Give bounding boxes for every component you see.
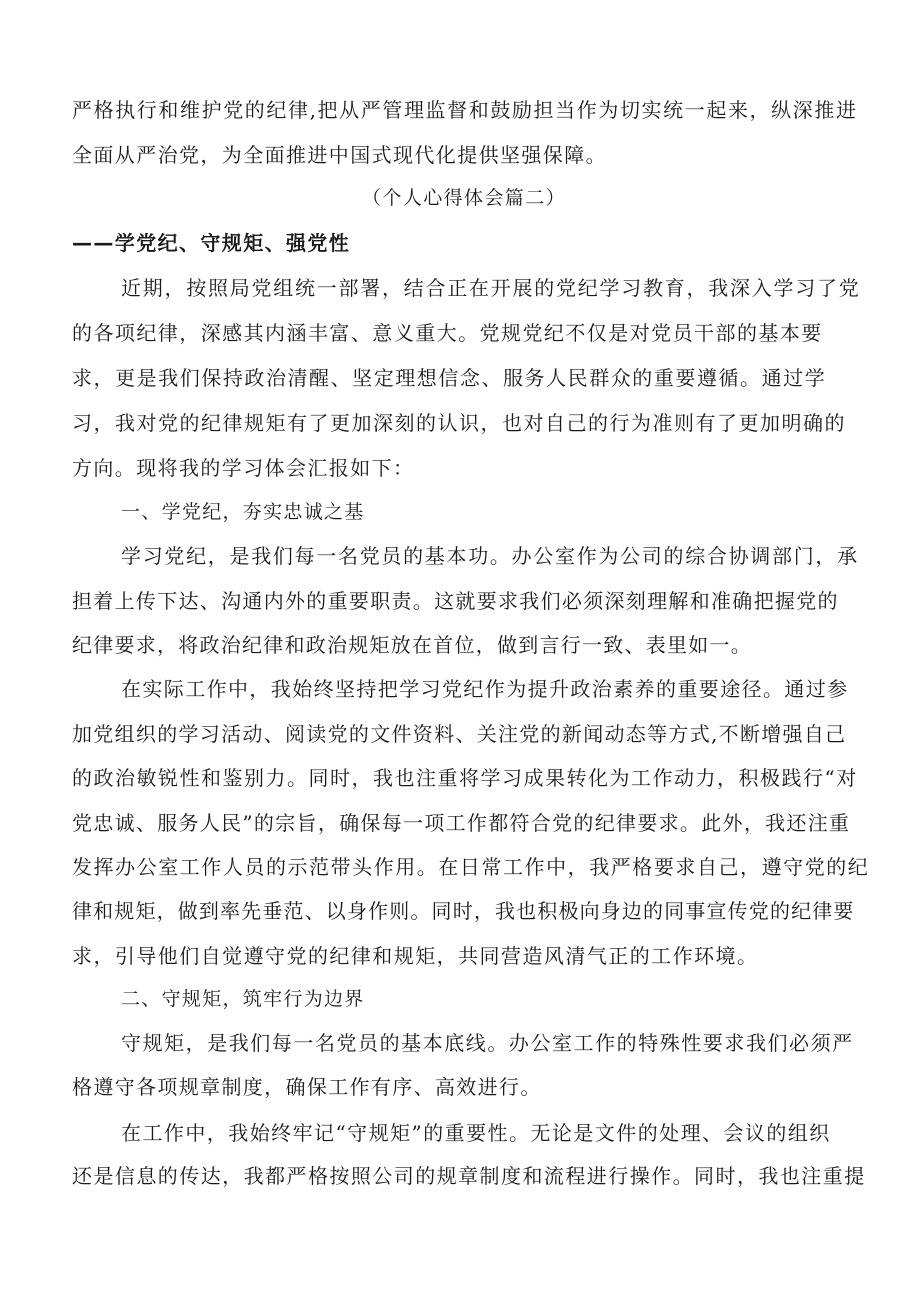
paragraph-line: 求，引导他们自觉遵守党的纪律和规矩，共同营造风清气正的工作环境。 xyxy=(72,944,759,968)
section-heading-1: 一、学党纪，夯实忠诚之基 xyxy=(121,501,365,523)
paragraph-line: 在工作中，我始终牢记“守规矩”的重要性。无论是文件的处理、会议的组织 xyxy=(121,1121,831,1145)
paragraph-line: 格遵守各项规章制度，确保工作有序、高效进行。 xyxy=(72,1075,542,1099)
paragraph-line: 近期，按照局党组统一部署，结合正在开展的党纪学习教育，我深入学习了党 xyxy=(121,276,861,300)
paragraph-line: 还是信息的传达，我都严格按照公司的规章制度和流程进行操作。同时，我也注重提 xyxy=(72,1164,866,1188)
paragraph-line: 纪律要求，将政治纪律和政治规矩放在首位，做到言行一致、表里如一。 xyxy=(72,633,752,657)
paragraph-line: 的各项纪律，深感其内涵丰富、意义重大。党规党纪不仅是对党员干部的基本要 xyxy=(72,321,823,345)
paragraph-line: 方向。现将我的学习体会汇报如下： xyxy=(72,456,415,480)
paragraph-line: 习，我对党的纪律规矩有了更加深刻的认识，也对自己的行为准则有了更加明确的 xyxy=(72,411,846,435)
paragraph-line: 党忠诚、服务人民”的宗旨，确保每一项工作都符合党的纪律要求。此外，我还注重 xyxy=(72,811,851,835)
section-title: （个人心得体会篇二） xyxy=(362,187,567,209)
paragraph-line: 加党组织的学习活动、阅读党的文件资料、关注党的新闻动态等方式,不断增强自己 xyxy=(72,722,847,746)
paragraph-line: 发挥办公室工作人员的示范带头作用。在日常工作中，我严格要求自己，遵守党的纪 xyxy=(72,855,870,879)
paragraph-line: 严格执行和维护党的纪律,把从严管理监督和鼓励担当作为切实统一起来，纵深推进 xyxy=(72,98,858,122)
article-subtitle: ——学党纪、守规矩、强党性 xyxy=(72,231,351,255)
paragraph-line: 全面从严治党，为全面推进中国式现代化提供坚强保障。 xyxy=(72,143,607,167)
paragraph-line: 求，更是我们保持政治清醒、坚定理想信念、服务人民群众的重要遵循。通过学 xyxy=(72,366,827,390)
paragraph-line: 律和规矩，做到率先垂范、以身作则。同时，我也积极向身边的同事宣传党的纪律要 xyxy=(72,899,855,923)
paragraph-line: 在实际工作中，我始终坚持把学习党纪作为提升政治素养的重要途径。通过参 xyxy=(121,677,849,701)
paragraph-line: 担着上传下达、沟通内外的重要职责。这就要求我们必须深刻理解和准确把握党的 xyxy=(72,589,839,613)
paragraph-line: 守规矩，是我们每一名党员的基本底线。办公室工作的特殊性要求我们必须严 xyxy=(121,1031,854,1055)
paragraph-line: 的政治敏锐性和鉴别力。同时，我也注重将学习成果转化为工作动力，积极践行“对 xyxy=(72,766,858,790)
section-heading-2: 二、守规矩，筑牢行为边界 xyxy=(121,988,365,1010)
paragraph-line: 学习党纪，是我们每一名党员的基本功。办公室作为公司的综合协调部门，承 xyxy=(121,544,859,568)
